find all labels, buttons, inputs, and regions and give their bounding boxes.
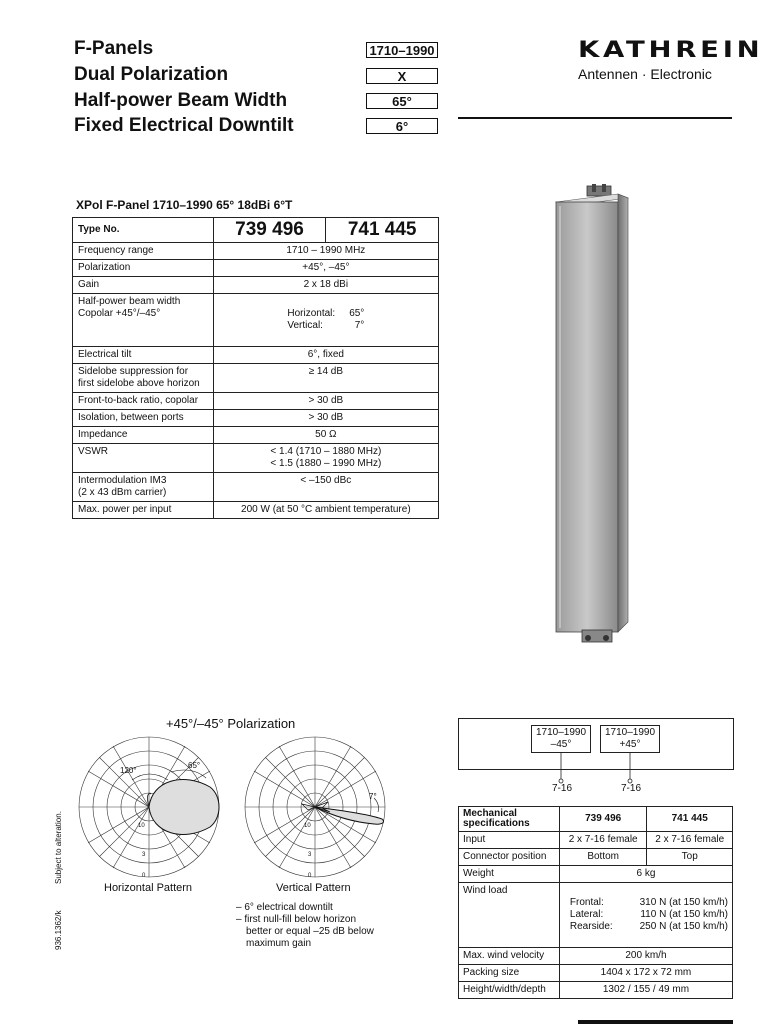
- polarization-title: +45°/–45° Polarization: [166, 716, 296, 731]
- mech-value-b: 2 x 7-16 female: [647, 832, 733, 849]
- port-polarization: +45°: [619, 739, 641, 750]
- mech-value-a: 2 x 7-16 female: [559, 832, 647, 849]
- table-row: [459, 965, 733, 982]
- table-row: [459, 866, 733, 883]
- mech-value-b: Top: [647, 849, 733, 866]
- mech-label: Packing size: [459, 965, 560, 982]
- scale-label: 0: [142, 873, 146, 879]
- table-row: [459, 807, 733, 832]
- connector-leads: [550, 752, 640, 784]
- scale-label: 10: [138, 823, 145, 829]
- table-row: [73, 347, 439, 364]
- table-row: [73, 218, 439, 243]
- scale-label: 3: [308, 852, 312, 858]
- spec-label: Impedance: [73, 427, 214, 444]
- note-line: better or equal –25 dB below: [246, 926, 374, 937]
- mech-type-b: 741 445: [647, 807, 733, 832]
- h-angle-a-label: 120°: [120, 766, 137, 775]
- title-beam-width: Half-power Beam Width: [74, 90, 288, 111]
- note-line: – 6° electrical downtilt: [236, 902, 333, 913]
- scale-label: 10: [304, 823, 311, 829]
- mech-value: 1302 / 155 / 49 mm: [559, 982, 732, 999]
- note-line: – first null-fill below horizon: [236, 914, 357, 925]
- vertical-pattern-label: Vertical Pattern: [276, 882, 351, 894]
- type-number-a: 739 496: [213, 218, 326, 243]
- table-row: [459, 948, 733, 965]
- mech-value-a: Bottom: [559, 849, 647, 866]
- bw-horizontal-value: 65°: [349, 308, 365, 319]
- connector-type-label: 7-16: [621, 783, 642, 794]
- spec-label: Half-power beam width Copolar +45°/–45°: [73, 294, 214, 347]
- mech-value: 200 km/h: [559, 948, 732, 965]
- table-row: [73, 277, 439, 294]
- spec-label: Isolation, between ports: [73, 410, 214, 427]
- mech-label: Height/width/depth: [459, 982, 560, 999]
- table-row: [73, 427, 439, 444]
- value-downtilt-box: 6°: [366, 118, 438, 134]
- antenna-panel-image: [552, 184, 632, 646]
- subject-to-alteration-note: Subject to alteration.: [54, 811, 63, 884]
- port-plus45: [600, 725, 660, 753]
- table-row: [459, 849, 733, 866]
- title-downtilt: Fixed Electrical Downtilt: [74, 115, 294, 136]
- mech-label: Connector position: [459, 849, 560, 866]
- spec-label: Max. power per input: [73, 502, 214, 519]
- spec-value: ≥ 14 dB: [213, 364, 438, 393]
- table-row: [73, 473, 439, 502]
- port-minus45: [531, 725, 591, 753]
- v-angle-label: 7°: [369, 792, 377, 801]
- horizontal-pattern-diagram: [72, 732, 226, 882]
- spec-value: 200 W (at 50 °C ambient temperature): [213, 502, 438, 519]
- note-line: maximum gain: [246, 938, 312, 949]
- title-dual-polarization: Dual Polarization: [74, 64, 229, 85]
- spec-label: Polarization: [73, 260, 214, 277]
- spec-value: < –150 dBc: [213, 473, 438, 502]
- spec-value: > 30 dB: [213, 410, 438, 427]
- spec-value: +45°, –45°: [213, 260, 438, 277]
- bw-vertical-value: 7°: [354, 320, 365, 331]
- mech-value: 1404 x 172 x 72 mm: [559, 965, 732, 982]
- table-row: [73, 393, 439, 410]
- spec-value: < 1.4 (1710 – 1880 MHz) < 1.5 (1880 – 1990 MHz): [213, 444, 438, 473]
- table-row: [459, 883, 733, 948]
- bw-horizontal-label: Horizontal:: [287, 308, 336, 319]
- footer-rule: [578, 1020, 733, 1024]
- kathrein-logo: KATHREIN: [578, 38, 764, 63]
- spec-label: Gain: [73, 277, 214, 294]
- spec-label: Intermodulation IM3 (2 x 43 dBm carrier): [73, 473, 214, 502]
- spec-label: VSWR: [73, 444, 214, 473]
- spec-value: [213, 294, 438, 347]
- type-no-label: Type No.: [73, 218, 214, 243]
- value-frequency-box: 1710–1990: [366, 42, 438, 58]
- spec-value: 2 x 18 dBi: [213, 277, 438, 294]
- spec-label: Frequency range: [73, 243, 214, 260]
- mech-type-a: 739 496: [559, 807, 647, 832]
- value-beam-width-box: 65°: [366, 93, 438, 109]
- table-row: [459, 982, 733, 999]
- bw-vertical-label: Vertical:: [287, 320, 323, 331]
- port-band: 1710–1990: [604, 727, 656, 738]
- wind-value: 310 N (at 150 km/h): [639, 897, 728, 908]
- value-polarization-box: X: [366, 68, 438, 84]
- header-divider: [458, 117, 732, 119]
- vertical-pattern-diagram: [238, 732, 392, 882]
- spec-table: [72, 217, 439, 519]
- mechanical-spec-table: [458, 806, 733, 999]
- table-row: [73, 444, 439, 473]
- title-f-panels: F-Panels: [74, 38, 154, 59]
- type-number-b: 741 445: [326, 218, 439, 243]
- table-row: [73, 410, 439, 427]
- spec-value: 6°, fixed: [213, 347, 438, 364]
- document-number: 936.1362/k: [54, 910, 63, 950]
- table-row: [459, 832, 733, 849]
- scale-label: 0: [308, 873, 312, 879]
- mechanical-header: Mechanical specifications: [459, 807, 560, 832]
- h-angle-b-label: 65°: [188, 761, 201, 770]
- table-row: [73, 243, 439, 260]
- horizontal-pattern-label: Horizontal Pattern: [104, 882, 193, 894]
- mech-label: Max. wind velocity: [459, 948, 560, 965]
- mech-value: 6 kg: [559, 866, 732, 883]
- logo-subtitle: Antennen · Electronic: [578, 66, 712, 82]
- wind-label: Lateral:: [569, 909, 604, 920]
- port-polarization: –45°: [550, 739, 572, 750]
- mech-label: Weight: [459, 866, 560, 883]
- scale-label: 3: [142, 852, 146, 858]
- wind-label: Rearside:: [569, 921, 613, 932]
- mech-label: Wind load: [459, 883, 560, 948]
- spec-value: 1710 – 1990 MHz: [213, 243, 438, 260]
- wind-value: 250 N (at 150 km/h): [639, 921, 728, 932]
- port-band: 1710–1990: [535, 727, 587, 738]
- wind-label: Frontal:: [569, 897, 604, 908]
- product-title: XPol F-Panel 1710–1990 65° 18dBi 6°T: [76, 198, 293, 212]
- spec-value: 50 Ω: [213, 427, 438, 444]
- table-row: [73, 260, 439, 277]
- wind-value: 110 N (at 150 km/h): [640, 909, 728, 920]
- table-row: [73, 294, 439, 347]
- table-row: [73, 502, 439, 519]
- spec-label: Front-to-back ratio, copolar: [73, 393, 214, 410]
- spec-label: Electrical tilt: [73, 347, 214, 364]
- spec-label: Sidelobe suppression for first sidelobe above horizon: [73, 364, 214, 393]
- table-row: [73, 364, 439, 393]
- connector-type-label: 7-16: [552, 783, 573, 794]
- mech-value: [559, 883, 732, 948]
- spec-value: > 30 dB: [213, 393, 438, 410]
- mech-label: Input: [459, 832, 560, 849]
- pattern-notes: [236, 902, 374, 950]
